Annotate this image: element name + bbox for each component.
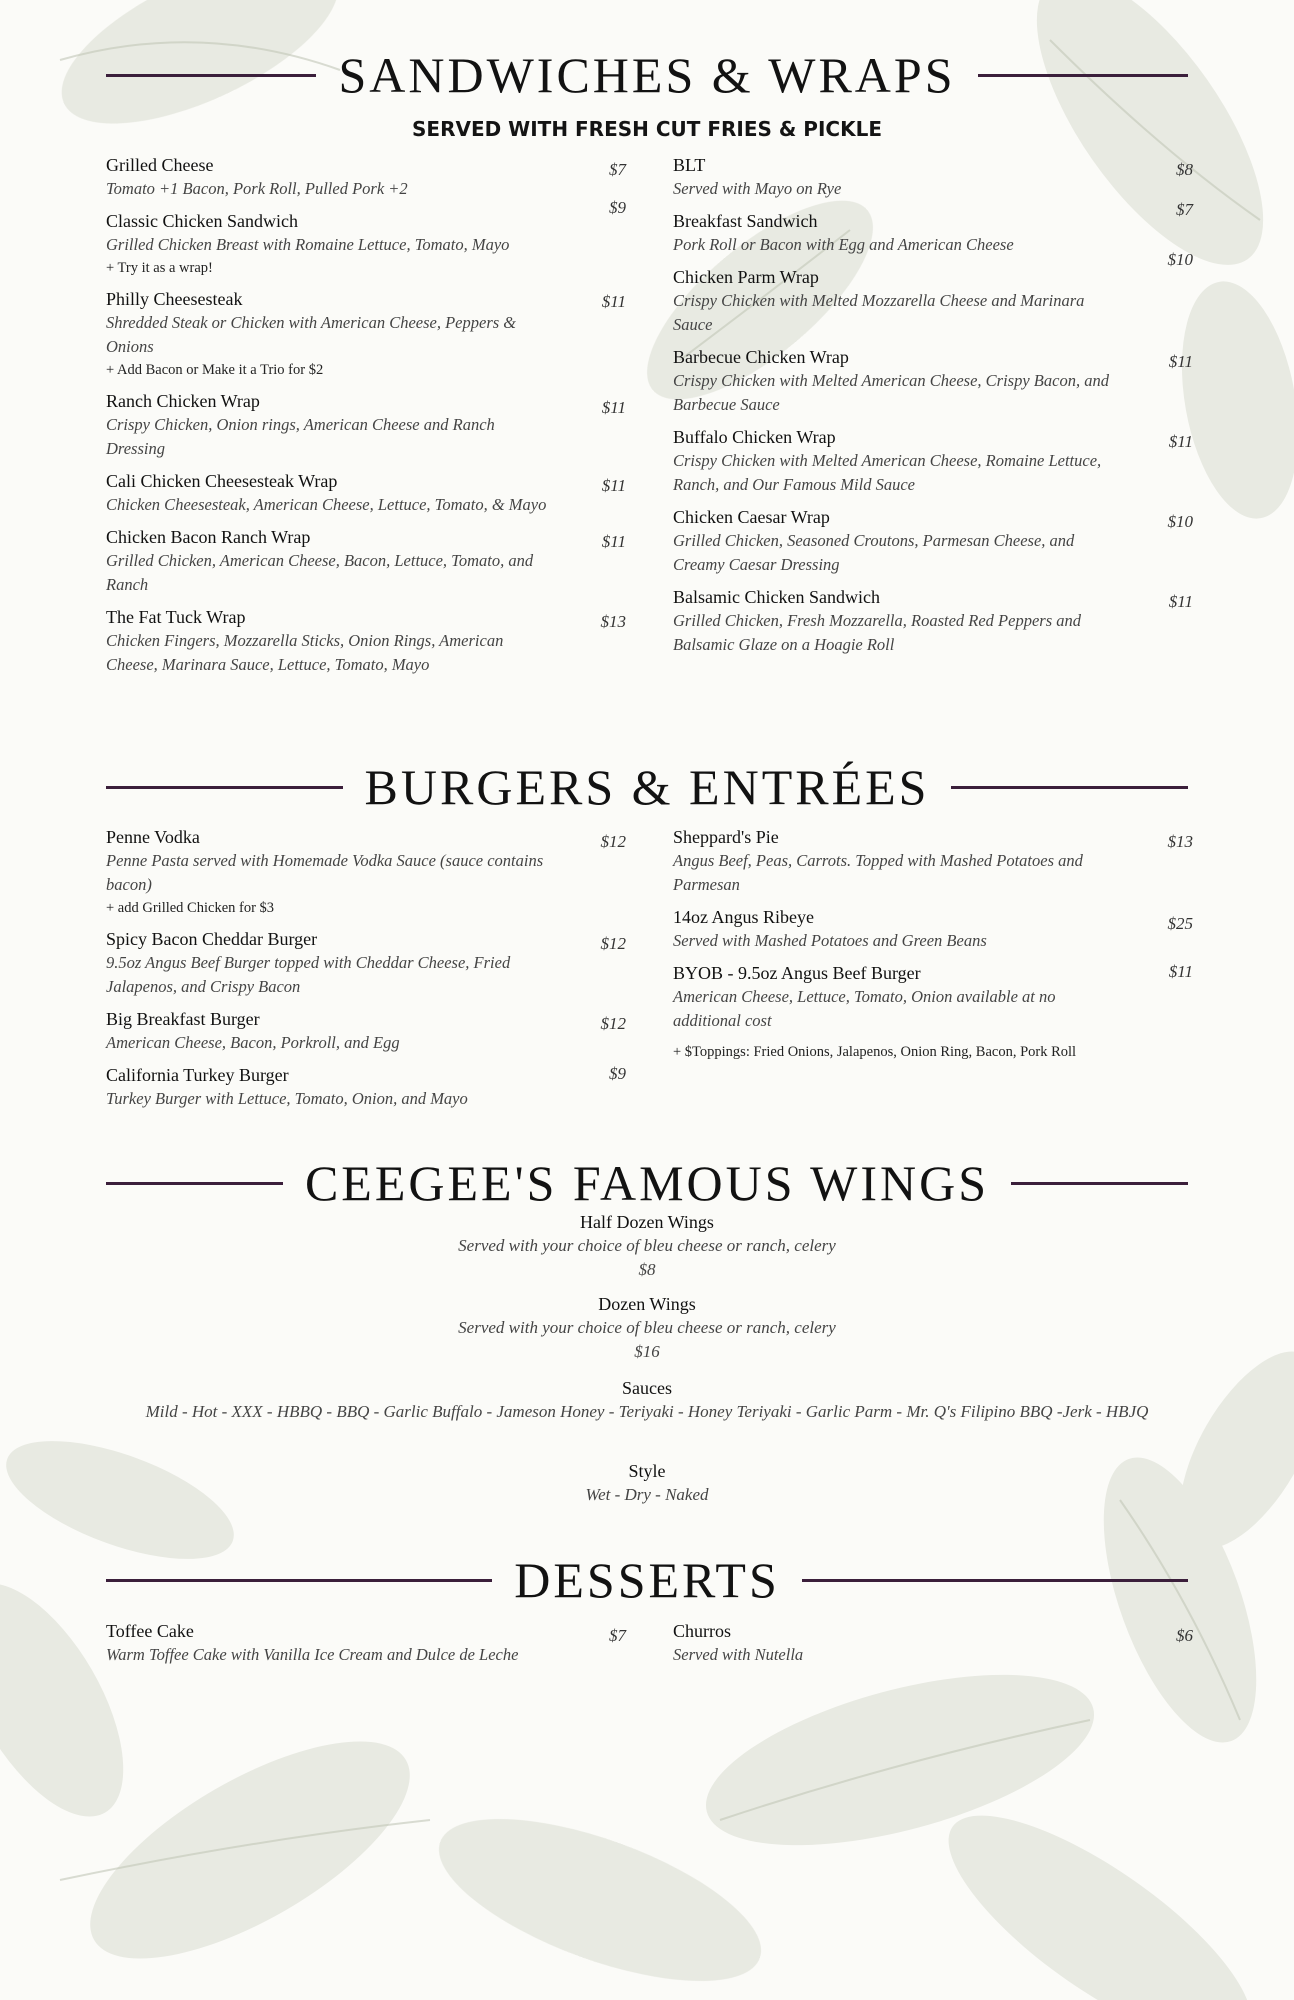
item-description: Grilled Chicken, Fresh Mozzarella, Roasted Red Peppers and Balsamic Glaze on a Hoagie Roll <box>673 611 1081 654</box>
item-name: BYOB - 9.5oz Angus Beef Burger <box>673 963 921 983</box>
menu-item <box>673 426 1193 497</box>
item-price: $11 <box>601 476 626 495</box>
item-price: $7 <box>609 160 626 179</box>
item-note: + Add Bacon or Make it a Trio for $2 <box>106 362 324 378</box>
item-description: Grilled Chicken, American Cheese, Bacon, Lettuce, Tomato, and Ranch <box>106 551 534 594</box>
item-note: + Try it as a wrap! <box>106 260 213 276</box>
item-name: Style <box>628 1461 666 1481</box>
header-rule-left <box>106 74 316 77</box>
menu-item <box>106 526 626 597</box>
item-description: Served with your choice of bleu cheese or ranch, celery <box>458 1236 836 1255</box>
desserts-right-column <box>673 1620 1193 1676</box>
item-price: $11 <box>1168 592 1193 611</box>
style-list: Wet - Dry - Naked <box>585 1485 709 1504</box>
item-description: American Cheese, Lettuce, Tomato, Onion available at no additional cost <box>673 987 1056 1030</box>
item-description: Grilled Chicken Breast with Romaine Lettuce, Tomato, Mayo <box>106 235 510 254</box>
menu-item <box>673 250 1193 337</box>
item-price: $7 <box>1176 200 1193 219</box>
item-price: $11 <box>1168 432 1193 451</box>
item-price: $12 <box>600 934 626 953</box>
item-name: Penne Vodka <box>106 827 200 847</box>
item-price: $11 <box>1168 352 1193 371</box>
section-header-wings <box>106 1155 1188 1211</box>
menu-item <box>106 928 626 999</box>
item-description: Tomato +1 Bacon, Pork Roll, Pulled Pork +2 <box>106 179 408 198</box>
item-price: $9 <box>609 1064 626 1083</box>
item-name: Buffalo Chicken Wrap <box>673 427 836 447</box>
section-header-burgers <box>106 759 1188 815</box>
item-note: + $Toppings: Fried Onions, Jalapenos, Onion Ring, Bacon, Pork Roll <box>673 1044 1077 1060</box>
item-price: $10 <box>1167 250 1193 269</box>
section-title: BURGERS & ENTRÉES <box>364 759 930 815</box>
menu-item <box>106 606 626 677</box>
item-name: Balsamic Chicken Sandwich <box>673 587 880 607</box>
item-name: Chicken Parm Wrap <box>673 267 819 287</box>
section-title: SANDWICHES & WRAPS <box>338 47 956 103</box>
item-price: $13 <box>1167 832 1193 851</box>
item-price: $11 <box>1168 962 1193 981</box>
item-description: Grilled Chicken, Seasoned Croutons, Parmesan Cheese, and Creamy Caesar Dressing <box>673 531 1075 574</box>
section-subtitle: SERVED WITH FRESH CUT FRIES & PICKLE <box>412 117 882 141</box>
menu-item <box>673 962 1193 1063</box>
item-name: Dozen Wings <box>598 1294 696 1314</box>
item-description: American Cheese, Bacon, Porkroll, and Egg <box>106 1033 400 1052</box>
item-price: $7 <box>609 1626 626 1645</box>
menu-item <box>673 1620 1193 1667</box>
sandwiches-right-column <box>673 154 1193 666</box>
menu-item <box>673 200 1193 257</box>
item-price: $8 <box>1176 160 1193 179</box>
item-description: Served with Nutella <box>673 1645 804 1664</box>
item-price: $11 <box>601 398 626 417</box>
menu-item <box>673 506 1193 577</box>
item-description: Chicken Cheesesteak, American Cheese, Lettuce, Tomato, & Mayo <box>106 495 547 514</box>
menu-item <box>673 826 1193 897</box>
header-rule-left <box>106 1579 492 1582</box>
item-description: Crispy Chicken, Onion rings, American Cheese and Ranch Dressing <box>106 415 495 458</box>
item-name: Sauces <box>622 1378 672 1398</box>
wings-half-dozen <box>120 1211 1174 1282</box>
item-name: California Turkey Burger <box>106 1065 289 1085</box>
header-rule-left <box>106 786 343 789</box>
wings-dozen <box>120 1293 1174 1364</box>
item-description: Angus Beef, Peas, Carrots. Topped with Mashed Potatoes and Parmesan <box>673 851 1083 894</box>
item-name: Cali Chicken Cheesesteak Wrap <box>106 471 338 491</box>
item-name: Sheppard's Pie <box>673 827 779 847</box>
wings-sauces <box>120 1377 1174 1424</box>
item-description: Served with Mashed Potatoes and Green Beans <box>673 931 987 950</box>
item-price: $9 <box>609 198 626 217</box>
item-name: Churros <box>673 1621 731 1641</box>
menu-item <box>673 586 1193 657</box>
burgers-left-column <box>106 826 626 1120</box>
item-name: Spicy Bacon Cheddar Burger <box>106 929 318 949</box>
item-description: Turkey Burger with Lettuce, Tomato, Onion, and Mayo <box>106 1089 468 1108</box>
item-note: + add Grilled Chicken for $3 <box>106 900 275 916</box>
menu-item <box>106 470 626 517</box>
item-description: Crispy Chicken with Melted American Cheese, Romaine Lettuce, Ranch, and Our Famous Mild Sauce <box>673 451 1102 494</box>
item-price: $11 <box>601 532 626 551</box>
menu-item <box>673 154 1193 201</box>
item-description: Served with your choice of bleu cheese or ranch, celery <box>458 1318 836 1337</box>
menu-item <box>106 288 626 381</box>
menu-item <box>673 906 1193 953</box>
header-rule-right <box>802 1579 1188 1582</box>
item-name: BLT <box>673 155 706 175</box>
item-description: Crispy Chicken with Melted Mozzarella Cheese and Marinara Sauce <box>673 291 1085 334</box>
item-description: Pork Roll or Bacon with Egg and American Cheese <box>673 235 1014 254</box>
item-name: Breakfast Sandwich <box>673 211 818 231</box>
desserts-left-column <box>106 1620 626 1676</box>
item-description: Shredded Steak or Chicken with American Cheese, Peppers & Onions <box>106 313 517 356</box>
item-price: $8 <box>638 1260 656 1279</box>
item-price: $10 <box>1167 512 1193 531</box>
item-name: Grilled Cheese <box>106 155 214 175</box>
item-description: Served with Mayo on Rye <box>673 179 842 198</box>
item-price: $25 <box>1167 914 1193 933</box>
item-name: Philly Cheesesteak <box>106 289 243 309</box>
item-price: $12 <box>600 1014 626 1033</box>
menu-item <box>673 346 1193 417</box>
sauce-list: Mild - Hot - XXX - HBBQ - BBQ - Garlic Buffalo - Jameson Honey - Teriyaki - Honey Teriyaki - Garlic Parm - Mr. Q's Filipino BBQ -Jerk - HBJQ <box>145 1402 1149 1421</box>
item-price: $16 <box>634 1342 660 1361</box>
item-name: Ranch Chicken Wrap <box>106 391 260 411</box>
item-description: 9.5oz Angus Beef Burger topped with Cheddar Cheese, Fried Jalapenos, and Crispy Bacon <box>106 953 511 996</box>
section-header-sandwiches <box>106 47 1188 103</box>
burgers-right-column <box>673 826 1193 1072</box>
section-title: CEEGEE'S FAMOUS WINGS <box>304 1155 990 1211</box>
item-name: 14oz Angus Ribeye <box>673 907 814 927</box>
menu-item <box>106 198 626 279</box>
menu-item <box>106 826 626 919</box>
section-header-desserts <box>106 1552 1188 1608</box>
wings-style <box>120 1460 1174 1507</box>
header-rule-right <box>951 786 1188 789</box>
item-name: Toffee Cake <box>106 1621 194 1641</box>
item-name: Barbecue Chicken Wrap <box>673 347 849 367</box>
item-name: Half Dozen Wings <box>580 1212 714 1232</box>
menu-item <box>106 154 626 201</box>
menu-item <box>106 390 626 461</box>
item-name: Chicken Bacon Ranch Wrap <box>106 527 311 547</box>
item-name: Chicken Caesar Wrap <box>673 507 830 527</box>
header-rule-right <box>1011 1182 1188 1185</box>
item-name: The Fat Tuck Wrap <box>106 607 246 627</box>
sandwiches-left-column <box>106 154 626 686</box>
item-description: Warm Toffee Cake with Vanilla Ice Cream and Dulce de Leche <box>106 1645 519 1664</box>
item-name: Classic Chicken Sandwich <box>106 211 298 231</box>
header-rule-left <box>106 1182 283 1185</box>
item-name: Big Breakfast Burger <box>106 1009 260 1029</box>
item-description: Chicken Fingers, Mozzarella Sticks, Onion Rings, American Cheese, Marinara Sauce, Lettuce, Tomato, Mayo <box>106 631 504 674</box>
menu-item <box>106 1008 626 1055</box>
menu-item <box>106 1620 626 1667</box>
item-description: Penne Pasta served with Homemade Vodka Sauce (sauce contains bacon) <box>106 851 544 894</box>
item-price: $12 <box>600 832 626 851</box>
item-description: Crispy Chicken with Melted American Cheese, Crispy Bacon, and Barbecue Sauce <box>673 371 1109 414</box>
item-price: $6 <box>1176 1626 1193 1645</box>
header-rule-right <box>978 74 1188 77</box>
item-price: $11 <box>601 292 626 311</box>
section-title: DESSERTS <box>514 1552 780 1608</box>
item-price: $13 <box>600 612 626 631</box>
menu-item <box>106 1064 626 1111</box>
